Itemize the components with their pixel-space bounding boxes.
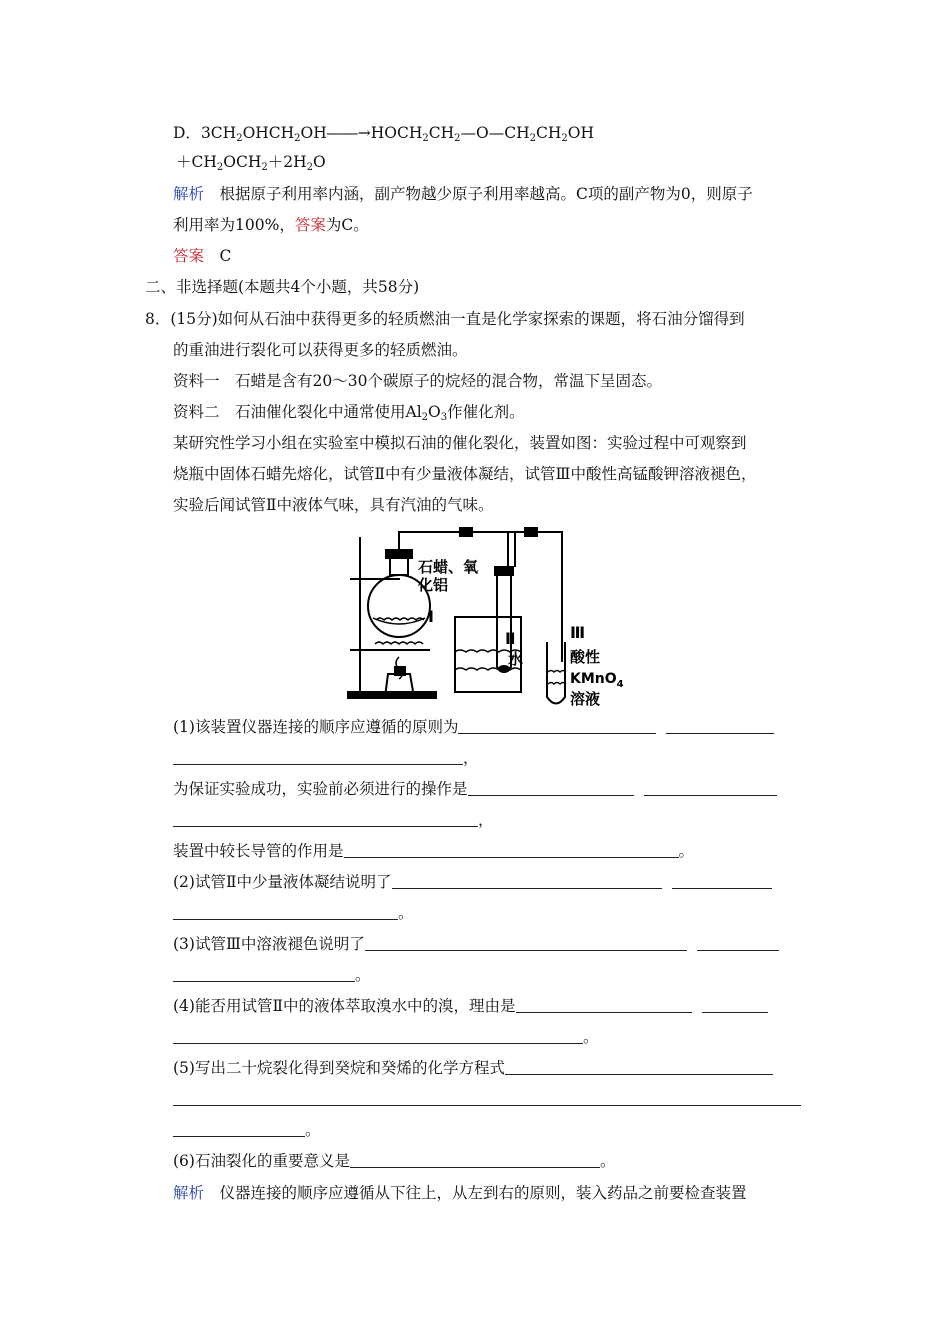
question-text: (2)试管Ⅱ中少量液体凝结说明了 <box>173 873 392 891</box>
punctuation: ， <box>478 811 494 829</box>
formula-part: OH <box>300 124 327 142</box>
formula-part: 3CH <box>200 124 237 142</box>
answer-blank[interactable] <box>666 717 774 734</box>
answer-blank[interactable] <box>173 810 478 827</box>
question-text: (5)写出二十烷裂化得到癸烷和癸烯的化学方程式 <box>173 1059 505 1077</box>
formula-part: OHCH <box>242 124 295 142</box>
answer-blank[interactable] <box>173 1027 583 1044</box>
section-title: 二、非选择题(本题共4个小题，共58分) <box>145 278 420 296</box>
q5-line1 <box>173 1057 773 1079</box>
subscript: 2 <box>529 133 536 144</box>
answer-blank[interactable] <box>350 1151 600 1168</box>
label-tube-II: Ⅱ <box>505 629 516 648</box>
answer-blank[interactable] <box>173 1120 305 1137</box>
analysis-text: 仪器连接的顺序应遵循从下往上，从左到右的原则，装入药品之前要检查装置 <box>219 1184 747 1202</box>
punctuation: 。 <box>678 842 695 860</box>
q1-line1 <box>173 716 774 738</box>
description-line2: 烧瓶中固体石蜡先熔化，试管Ⅱ中有少量液体凝结，试管Ⅲ中酸性高锰酸钾溶液褪色， <box>173 465 757 483</box>
label-flask-2: 化铝 <box>418 576 449 594</box>
answer-label: 答案 <box>173 247 205 265</box>
reaction-arrow: ――→ <box>326 124 371 142</box>
label-tube-I: Ⅰ <box>428 607 434 626</box>
analysis-2-line1 <box>173 1182 747 1204</box>
subscript: 2 <box>216 162 224 173</box>
description-line3: 实验后闻试管Ⅱ中液体气味，具有汽油的气味。 <box>173 496 494 514</box>
answer-blank[interactable] <box>702 996 768 1013</box>
answer-value: C <box>219 247 232 265</box>
answer-blank[interactable] <box>173 965 355 982</box>
q1-line4 <box>173 809 494 831</box>
analysis-1-line1 <box>173 183 753 205</box>
apparatus-diagram <box>340 522 640 717</box>
question-text: 装置中较长导管的作用是 <box>173 842 344 860</box>
question-text: 为保证实验成功，实验前必须进行的操作是 <box>173 780 468 798</box>
punctuation: 。 <box>305 1121 321 1139</box>
subscript: 2 <box>236 133 243 144</box>
analysis-1-line2 <box>173 214 369 236</box>
formula-part: —O—CH <box>460 124 530 142</box>
material-2 <box>173 401 525 423</box>
formula-part: OCH <box>223 153 262 171</box>
subscript: 3 <box>440 412 448 423</box>
label-kmno4 <box>570 671 624 690</box>
kmno4-subscript: 4 <box>616 679 624 690</box>
subscript: 2 <box>294 133 301 144</box>
formula-part: ＋2H <box>267 153 307 171</box>
question-text: (4)能否用试管Ⅱ中的液体萃取溴水中的溴，理由是 <box>173 997 516 1015</box>
q2-line2 <box>173 902 414 924</box>
subscript: 2 <box>422 133 429 144</box>
q4-line2 <box>173 1026 599 1048</box>
answer-blank[interactable] <box>468 779 634 796</box>
question-text: (3)试管Ⅲ中溶液褪色说明了 <box>173 935 365 953</box>
punctuation: ， <box>463 749 479 767</box>
answer-blank[interactable] <box>173 748 463 765</box>
option-d-line2 <box>176 151 326 173</box>
material-1: 资料一 石蜡是含有20～30个碳原子的烷烃的混合物，常温下呈固态。 <box>173 372 662 390</box>
analysis-text: 为C。 <box>325 216 369 234</box>
q1-line2 <box>173 747 479 769</box>
punctuation: 。 <box>355 966 371 984</box>
q8-intro-line2: 的重油进行裂化可以获得更多的轻质燃油。 <box>173 341 468 359</box>
option-d-label: D． <box>173 124 201 142</box>
material-text: 作催化剂。 <box>447 403 525 421</box>
punctuation: 。 <box>583 1028 599 1046</box>
formula-part: O <box>313 153 326 171</box>
q4-line1 <box>173 995 768 1017</box>
analysis-label: 解析 <box>173 185 205 203</box>
analysis-text: 利用率为100%， <box>173 216 295 234</box>
gauze <box>375 642 423 644</box>
option-d-line1 <box>173 122 594 144</box>
label-water: 水 <box>508 650 524 668</box>
flask-stopper <box>386 550 412 558</box>
punctuation: 。 <box>599 1152 616 1170</box>
q8-intro-line1: 8．(15分)如何从石油中获得更多的轻质燃油一直是化学家探索的课题，将石油分馏得到 <box>145 310 745 328</box>
label-flask-1: 石蜡、氧 <box>418 558 479 576</box>
answer-blank[interactable] <box>458 717 656 734</box>
q5-line2 <box>173 1088 801 1110</box>
formula-part: ＋CH <box>176 153 217 171</box>
analysis-label: 解析 <box>173 1184 205 1202</box>
analysis-text: 根据原子利用率内涵，副产物越少原子利用率越高。C项的副产物为0，则原子 <box>219 185 753 203</box>
answer-blank[interactable] <box>505 1058 773 1075</box>
tube-2-stopper <box>495 567 513 575</box>
formula-part: HOCH <box>370 124 423 142</box>
description-line1: 某研究性学习小组在实验室中模拟石油的催化裂化，装置如图：实验过程中可观察到 <box>173 434 747 452</box>
answer-blank[interactable] <box>697 934 779 951</box>
q6-line1 <box>173 1150 615 1172</box>
q1-line3 <box>173 778 777 800</box>
answer-blank[interactable] <box>365 934 687 951</box>
q2-line1 <box>173 871 772 893</box>
label-acidic: 酸性 <box>570 648 601 666</box>
question-text: (1)该装置仪器连接的顺序应遵循的原则为 <box>173 718 459 736</box>
answer-blank[interactable] <box>516 996 692 1013</box>
subscript: 2 <box>421 412 429 423</box>
answer-word: 答案 <box>294 216 326 234</box>
question-text: (6)石油裂化的重要意义是 <box>173 1152 350 1170</box>
kmno4-text: KMnO <box>570 671 617 687</box>
answer-blank[interactable] <box>344 841 679 858</box>
answer-blank[interactable] <box>392 872 662 889</box>
formula-part: OH <box>567 124 594 142</box>
answer-blank[interactable] <box>672 872 772 889</box>
delivery-tube-2 <box>508 532 562 662</box>
label-tube-III: Ⅲ <box>570 623 586 642</box>
q3-line1 <box>173 933 779 955</box>
subscript: 2 <box>454 133 461 144</box>
material-text: 资料二 石油催化裂化中通常使用Al <box>173 403 422 421</box>
q1-line5 <box>173 840 694 862</box>
formula-part: CH <box>536 124 562 142</box>
q5-line3 <box>173 1119 321 1141</box>
subscript: 2 <box>561 133 568 144</box>
formula-part: CH <box>428 124 455 142</box>
answer-blank[interactable] <box>173 1089 801 1106</box>
subscript: 2 <box>306 162 313 173</box>
material-text: O <box>428 403 441 421</box>
subscript: 2 <box>261 162 268 173</box>
label-solution: 溶液 <box>570 690 601 708</box>
answer-blank[interactable] <box>173 903 398 920</box>
answer-1 <box>173 245 231 267</box>
answer-blank[interactable] <box>644 779 777 796</box>
punctuation: 。 <box>398 904 414 922</box>
q3-line2 <box>173 964 371 986</box>
